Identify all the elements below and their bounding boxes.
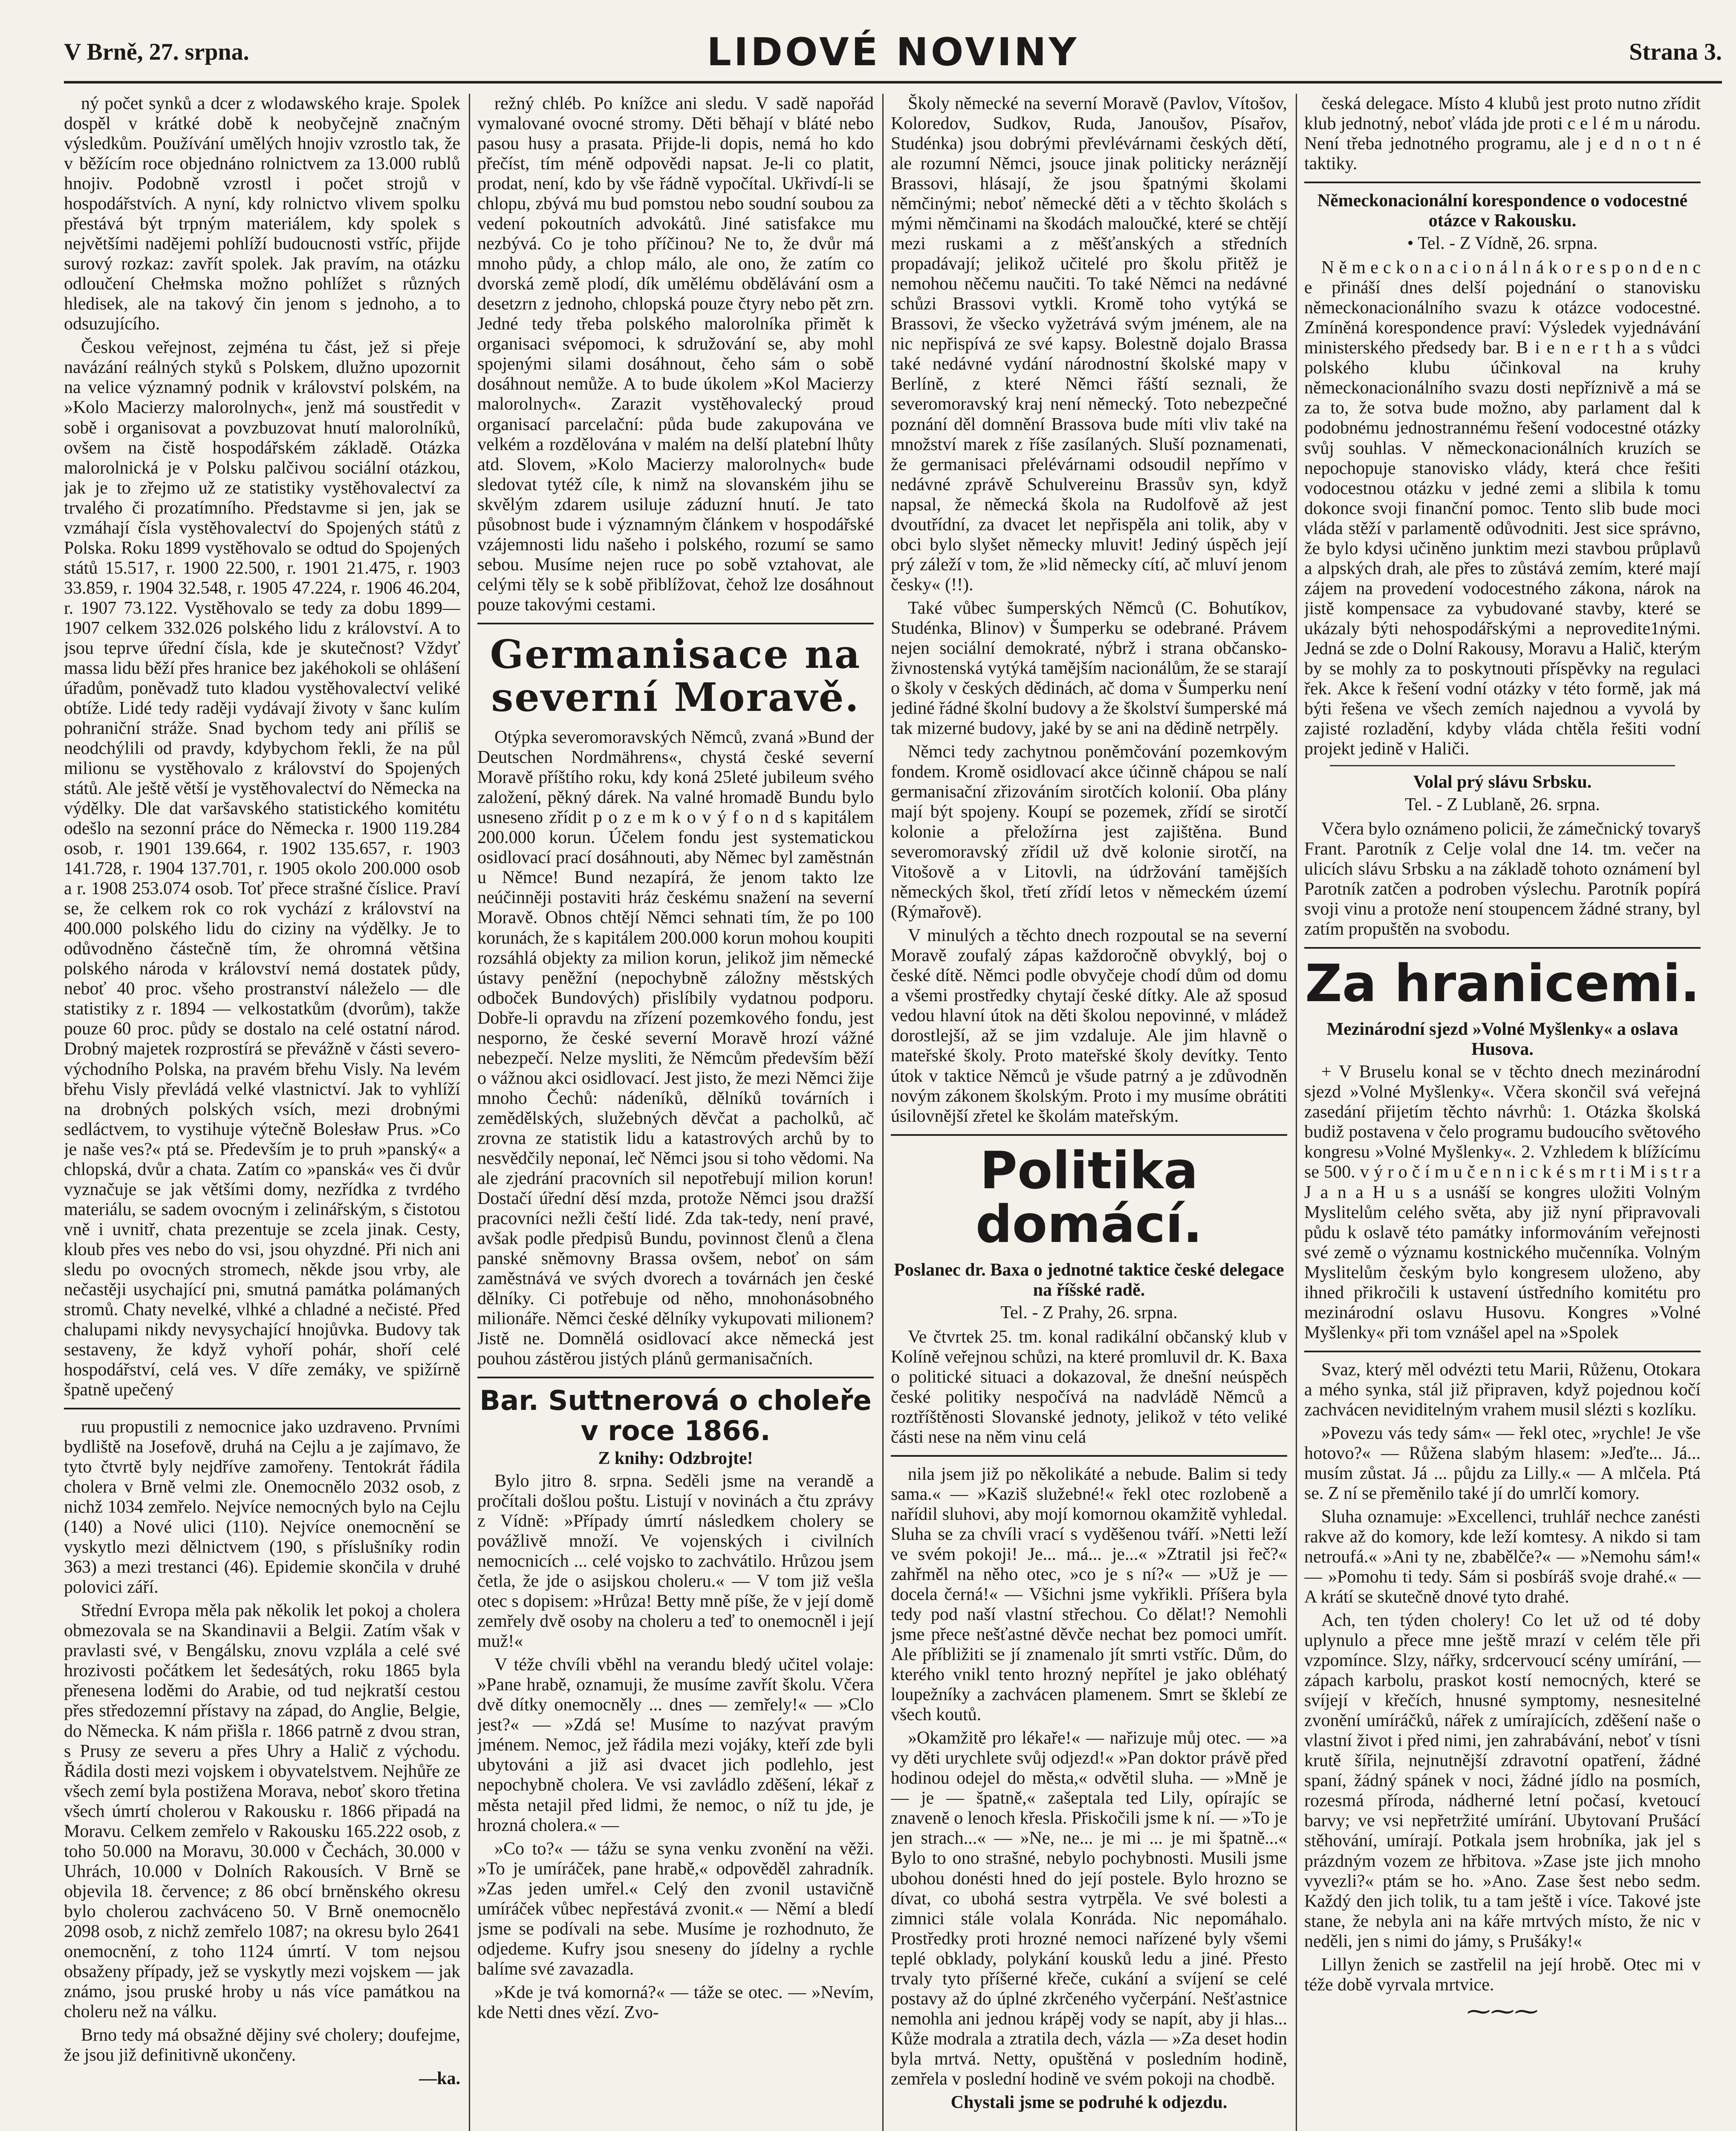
headline-germanisace: Germanisace na severní Moravě. <box>490 631 861 720</box>
end-ornament: ⁓⁓⁓ <box>1467 1998 1538 2025</box>
article-paragraph: Brno tedy má obsažné dějiny své cholery; doufejme, že jsou již definitivně ukončeny. <box>64 2025 460 2065</box>
article-paragraph: nila jsem již po několikáté a nebude. Balim si tedy sama.« — »Kaziš služebné!« řekl otec rozlobeně a nařídil sluhovi, aby mojí komornou okamžitě vyhledal. Sluha se za chvíli vrací s vyděšenou tváří. »Netti leží ve svém pokoji! Je... má... je...« »Ztratil jsi řeč?« zahřměl na něho otec, »co je s ní?« — »Už je — docela černá!« — Všichni jsme vykřikli. Příšera byla tedy pod naší vlastní střechou. Co dělat!? Nemohli jsme přece nešťastné děvče nechat bez pomoci umřít. Ale příbližiti se jí znamenalo jít smrti vstříc. Dům, do kterého vnikl tento hrozný nepřítel je jako obléhatý loupežníky a zachvácen plamenem. Smrt se šklebí ze všech koutů. <box>891 1464 1287 1725</box>
article-divider <box>891 1455 1287 1457</box>
article-paragraph: Bylo jitro 8. srpna. Seděli jsme na verandě a pročítali došlou poštu. Listují v novinách a čtu zprávy z Vídně: »Případy úmrtí následkem cholery se povážlivě množí. Ve vojenských i civilních nemocnicích ... celé vojsko to zachvátilo. Hrůzou jsem četla, že jde o asijskou choleru.« — V tom již vešla otec s dopisem: »Hrůza! Betty mně píše, že v její domě zemřely dvě osoby na choleru a teď to onemocněl i její muž!« <box>477 1471 874 1652</box>
telegram-dateline: Tel. - Z Lublaně, 26. srpna. <box>1405 795 1600 815</box>
subheadline: Poslanec dr. Baxa o jednotné taktice české delegace na říšské radě. <box>894 1260 1284 1300</box>
article-paragraph: Svaz, který měl odvézti tetu Marii, Růženu, Otokara a mého synka, stál již připraven, když pojednou kočí zachvácen neviditelným vrahem musil slézti s kozlíku. <box>1304 1360 1701 1420</box>
article-divider <box>1304 947 1701 949</box>
section-heading-politika: Politika domácí. <box>975 1141 1203 1254</box>
article-paragraph: ruu propustili z nemocnice jako uzdraveno. Prvními bydliště na Josefově, druhá na Cejlu a je zajímavo, že tyto čtvrtě byly nejdříve zamořeny. Tentokrát řádila cholera v Brně velmi zle. Onemocnělo 2032 osob, z nichž 1034 zemřelo. Nejvíce nemocných bylo na Cejlu (140) a Nové ulici (110). Nejvíce onemocnění se vyskytlo mezi dělnictvem (190, s příslušníky rodin 363) a mezi trestanci (46). Epidemie skončila v druhé polovici září. <box>64 1417 460 1597</box>
headline-srbsku: Volal prý slávu Srbsku. <box>1413 772 1592 792</box>
article-paragraph: »Povezu vás tedy sám« — řekl otec, »rychle! Je vše hotovo?« — Růžena slabým hlasem: »Jeďte... Já... musím zůstat. Já ... půjdu za Lilly.« — A mlčela. Ptá se. Z ní se přeměnilo také jí do umrlčí komory. <box>1304 1423 1701 1503</box>
headline-suttnerova: Bar. Suttnerová o choleře v roce 1866. <box>479 1385 872 1447</box>
telegram-dateline: Tel. - Z Prahy, 26. srpna. <box>1000 1302 1178 1322</box>
article-paragraph: V téže chvíli vběhl na verandu bledý učitel volaje: »Pane hrabě, oznamuji, že musíme zavřít školu. Včera dvě dítky onemocněly ... dnes — zemřely!« — »Clo jest?« — »Zdá se! Musíme to nazývat pravým jménem. Nemoc, jež řádila mezi vojáky, kteří zde byli ubytováni a již asi dvacet jich podlehlo, jest nepochybně cholera. Ve vsi zavládlo zděšení, lékař z města netajil před lidmi, že nemoc, o níž tu jde, je hrozná cholera.« — <box>477 1655 874 1835</box>
column-3 <box>891 94 1287 2131</box>
section-heading-za-hranicemi: Za hranicemi. <box>1305 954 1700 1014</box>
article-paragraph: N ě m e c k o n a c i o n á l n á k o r e s p o n d e n c e přináší dnes delší pojednání o stanovisku německonacionálního svazu k otázce vodocestné. Zmíněná korespondence praví: Výsledek vyjednávání ministerského předsedy bar. B i e n e r t h a s vůdci polského klubu účinkoval na kruhy německonacionálního svazu dosti nepříznivě a má se za to, že sotva bude možno, aby parlament dal k podobnému jednostrannému řešení vodocestné otázky svůj souhlas. V německonacionálních kruzích se nepochopuje stanovisko vlády, která chce řešiti vodocestnou otázku v jedné zemi a slibila k tomu dokonce svoji finanční pomoc. Tento slib bude moci vláda stěží v parlamentě odůvodniti. Jest sice správno, že bylo kdysi učiněno junktim mezi stavbou průplavů a alpských drah, ale přes to zůstává zemím, které mají zájem na provedení vodocestného zákona, nárok na jistě kompensace za vybudované stavby, které se ukázaly býti nehospodářskými a neprovedite1nými. Jedná se zde o Dolní Rakousy, Moravu a Halič, kterým by se mohly za to poskytnouti příspěvky na regulaci řek. Akce k řešení vodní otázky v této formě, jak má býti řešena ve všech zemích najednou a vyvolá by zajisté rozladění, kdyby vláda chtěla řešiti vodní projekt jedině v Haliči. <box>1304 258 1701 759</box>
article-paragraph: Němci tedy zachytnou poněmčování pozemkovým fondem. Kromě osidlovací akce účinně chápou se nalí germanisační zřizováním sirotčích kolonií. Oba plány mají být spojeny. Koupí se pozemek, zřídí se sirotčí kolonie a přeložírna jest zajištěna. Bund severomoravský zřídil už dvě kolonie sirotčí, na Vitošově a v Litovli, na údržování tamějších německých škol, třetí zřídí letos v německém území (Rýmařově). <box>891 742 1287 922</box>
article-paragraph: Školy německé na severní Moravě (Pavlov, Vítošov, Koloredov, Sudkov, Ruda, Janoušov, Písařov, Studénka) jsou dobrými převlévárnami českých dětí, ale rozumní Němci, jsouce jinak politicky neráznějí Brassovi, hlásají, že jsou špatnými školami němčinými; neboť německé děti a v těchto školách s mými němčinami na škodách maloučké, které se chtějí mezi ruskami a z měšťanských a středních propadávají; jelikož učitelé pro školu přitěž je nemohou něčemu naučiti. To také Němci na nedávné schůzi Brassovi vytkli. Kromě toho vytýká se Brassovi, že všecko vyžetrává svým jménem, ale na nic nepřispívá ze své kapsy. Bolestně dojalo Brassa také nedávné vydání národnostní školské mapy v Berlíně, z které Němci řáští seznali, že severomoravský kraj není německý. Toto nebezpečné poznání děl domnění Brassova bude míti vliv také na množství marek z říše zasílaných. Sluší poznamenati, že germanisaci přelévárnami odsoudil nepřímo v nedávné zprávě Schulvereinu Brassův syn, když napsal, že německá škola na Rudolfově až jest dvoutřídní, za dvacet let nepřispěla ani tolik, aby v obci bylo slyšet německy mluvit! Jediný úspěch její prý záleží v tom, že »lid německy cítí, ač mluví jenom česky« (!!). <box>891 94 1287 595</box>
column-1 <box>64 94 460 2131</box>
article-divider <box>1330 765 1675 766</box>
newspaper-title: LIDOVÉ NOVINY <box>707 30 1079 75</box>
article-paragraph: Ach, ten týden cholery! Co let už od té doby uplynulo a přece mne ještě mrazí v celém těle při vzpomínce. Slzy, nářky, srdcervoucí scény umírání, — zápach karbolu, praskot kostí nemocných, které se svíjejí v křečích, hnusné symptomy, nesnesitelné zvonění umíráčků, nářek z umírajících, zděšení naše o vlastní život i před nimi, jen zahrabávání, neboť v tísni krutě šířila, nejnutnější zdravotní opatření, žádné spaní, žádný spánek v noci, žádné jídlo na posmích, rozesmá příroda, nádherné letní počasí, kvetoucí barvy; ve vsi nepřetržité umírání. Ubytovaní Prušácí stěhování, umírají. Potkala jsem hrobníka, jak jel s prázdným vozem ze hřbitova. »Zase jste jich mnoho vyvezli?« ptám se ho. »Ano. Zase šest nebo sedm. Každý den jich tolik, tu a tam ještě i více. Takové jste stane, že nebyla ani na káře mrtvých místo, že nic v neděli, jen s nimi do jámy, s Prušáky!« <box>1304 1611 1701 1951</box>
subheadline: Mezinárodní sjezd »Volné Myšlenky« a oslava Husova. <box>1326 1019 1678 1060</box>
article-paragraph: »Co to?« — tážu se syna venku zvonění na věži. »To je umíráček, pane hrabě,« odpověděl zahradník. »Zas jeden umřel.« Celý den zvonil ustavičně umíráček vůbec nepřestává zvonit.« — Němí a bledí jsme se podívali na sebe. Musíme je rozhodnuto, že odjedeme. Kufry jsou sneseny do jídelny a rychle balíme své zavazadla. <box>477 1839 874 1979</box>
article-paragraph: Otýpka severomoravských Němců, zvaná »Bund der Deutschen Nordmährens«, chystá české severní Moravě příštího roku, kdy koná 25leté jubileum svého založení, pěkný dárek. Na valné hromadě Bundu bylo usneseno zřídit p o z e m k o v ý f o n d s kapitálem 200.000 korun. Účelem fondu jest systematickou osidlovací prací dosáhnouti, aby Němec byl zaměstnán u Němce! Bund nezapírá, že jenom takto lze neúčinněji postaviti hráz českému snažení na severní Moravě. Obnos chtějí Němci sehnati tím, že po 100 korunách, že s kapitálem 200.000 korun mohou koupiti rozsáhlá objekty za milion korun, jelikož jim německé ústavy peněžní (nepochybně záložny městských odboček Bundových) přislíbily vydatnou podporu. Dobře-li opravdu na zřízení pozemkového fondu, jest nesporno, že české severní Moravě hrozí vážné nebezpečí. Nelze mysliti, že Němcům především běží o vážnou akci osidlovací. Jest jisto, že mezi Němci žije mnoho Čechů: nádeníků, dělníků továrních i zemědělských, služebných děvčat a pacholků, ač zrovna ze statistik lidu a katastrových archů by to nesvědčily neponaí, leč Němci jsou si toho vědomi. Na ale zjedrání pracovních sil nepotřebují milion korun! Dostačí úřední děsí mzda, protože Němci jsou dražší pracovníci nežli čeští lidé. Zda tak-tedy, není pravé, avšak podle předpisů Bundu, povinnost členů a člena panské sněmovny Brassa ovšem, neboť on sám zaměstnává ve svých dvorech a továrnách jen české dělníky. Ci potřebuje od něho, mnohonásobného milionáře. Němci české dělníky vykupovati milionem? Jistě ne. Domnělá osidlovací akce německá jest pouhou zástěrou jistých plánů germanisačních. <box>477 728 874 1369</box>
article-paragraph: ný počet synků a dcer z wlodawského kraje. Spolek dospěl v krátké době k neobyčejně značným výsledkům. Používání umělých hnojiv vzrostlo tak, že v běžícím roce objednáno rolnictvem za 13.000 rublů hnojiv. Podobně vzrostl i počet strojů v hospodářstvích. A nyní, kdy rolnictvo vlivem spolku přestává být trpným materiálem, kdy spolek s největšími nadějemi pohlíží budoucnosti vstříc, přijde surový rozkaz: zavřít spolek. Jak pravím, na otázku odloučení Chełmska možno pohlížet s různých hledisek, ale na takový čin jenom s jednoho, a to odsuzujícího. <box>64 94 460 334</box>
article-divider <box>1304 182 1701 183</box>
article-paragraph: Sluha oznamuje: »Excellenci, truhlář nechce zanésti rakve až do komory, kde leží komtesy. A nikdo si tam netroufá.« »Ani ty ne, zbabělče?« — »Nemohu sám!« — »Pomohu ti tedy. Sám si posbíráš svoje drahé.« — A krátí se skutečně dnové tyto drahé. <box>1304 1507 1701 1607</box>
column-rule <box>1296 94 1297 2131</box>
article-paragraph: + V Bruselu konal se v těchto dnech mezinárodní sjezd »Volné Myšlenky«. Včera skončil svá veřejná zasedání přijetím těchto návrhů: 1. Otázka školská budiž postavena v čelo programu budoucího světového kongresu »Volné Myšlenky«. 2. Vzhledem k blížícímu se 500. v ý r o č í m u č e n n i c k é s m r t i M i s t r a J a n a H u s a usnáší se kongres uložiti Volným Myslitelům celého světa, aby již nyní připravovali půdu k oslavě této památky informováním veřejnosti své země o významu kostnického mučenníka. Volným Myslitelům českým bylo kongresem uloženo, aby ihned přikročili k ustavení ústředního komitétu pro mezinárodní oslavu Husovu. Kongres »Volné Myšlenky« při tom vznášel apel na »Spolek <box>1304 1062 1701 1343</box>
article-paragraph: Českou veřejnost, zejména tu část, jež si přeje navázání reálných styků s Polskem, dlužno upozornit na velice významný podnik v království polském, na »Kolo Macierzy malorolnych«, jenž má soustředit v sobě i organisovat a povzbuzovat hnutí malorolníků, ovšem na čistě hospodářském základě. Otázka malorolnická je v Polsku palčivou sociální otázkou, jak je to zřejmo už ze statistiky vystěhovalectví za trvalého či prozatímního. Představme si jen, jak se vzmáhají čísla vystěhovalectví do Spojených států z Polska. Roku 1899 vystěhovalo se odtud do Spojených států 15.517, r. 1900 22.500, r. 1901 21.475, r. 1903 33.859, r. 1904 32.548, r. 1905 47.224, r. 1906 46.204, r. 1907 73.122. Vystěhovalo se tedy za dobu 1899—1907 celkem 332.026 polského lidu z království. A to jsou teprve úřední čísla, kde je skutečnost? Vždyť massa lidu běží přes hranice bez jakéhokoli se ohlášení úřadům, poněvadž tuto kladou vystěhovalectví veliké obtíže. Lidé tedy raději vydávají životy v šanc kulím pohraniční stráže. Snad bychom tedy ani příliš se neodchýlili od pravdy, kdybychom řekli, že na půl milionu se vystěhovalo z království do Spojených států. Ale ještě větší je vystěhovalectví do Německa na výdělky. Dle dat varšavského statistického komitétu odešlo na sezonní práce do Německa r. 1900 119.284 osob, r. 1901 139.664, r. 1902 135.657, r. 1903 141.728, r. 1904 137.701, r. 1905 okolo 200.000 osob a r. 1908 253.074 osob. Toť přece strašné číslice. Praví se, že celkem rok co rok vychází z království na 400.000 polského lidu do ciziny na výdělky. Je to odůvodněno částečně tím, že ohromná většina polského národa v království nemá dostatek půdy, neboť 40 proc. všeho prostranství náleželo — dle statistiky z r. 1894 — velkostatkům (dvorům), takže pouze 60 proc. půdy se dostalo na celé ostatní národ. Drobný majetek rozprostírá se převážně v části severo-východního Polska, na pravém břehu Visly. Na levém břehu Visly převládá velké vlastnictví. Jak to vyhlíží na drobných polských vsích, mezi drobnými sedláctvem, to vystihuje výtečně Bolesław Prus. »Co je naše ves?« ptá se. Především je to pruh »panský« a chlopská, dvůr a chata. Zatím co »panská« ves či dvůr vyznačuje se jak většími domy, nezřídka z tvrdého materiálu, se sadem ovocným i zelinářským, s čistotou vně i uvnitř, chata prezentuje se zcela jinak. Cesty, kloub přes ves nebo do vsi, jsou ohyzdné. Při nich ani sledu po ovocných stromech, někde jsou vrby, ale nečastěji usychající pni, smutná památka polámaných stromů. Chaty nevelké, vlhké a chladné a nečisté. Před chalupami nikdy nevysychající hnojůvka. Budovy tak sestaveny, že když vyhoří pohár, shoří celé hospodářství, celá ves. V díře zemáky, ve spižírně špatně upečený <box>64 338 460 1400</box>
column-rule <box>882 94 884 2131</box>
article-divider <box>477 1377 874 1378</box>
article-paragraph: Ve čtvrtek 25. tm. konal radikální občanský klub v Kolíně veřejnou schůzi, na které promluvil dr. K. Baxa o politické situaci a dokazoval, že dnešní neúspěch české politiky nespočívá na nadvládě Němců a roztříštěnosti Slovanské jednoty, jelikož v této veliké části nese na něm vinu celá <box>891 1327 1287 1447</box>
article-paragraph: česká delegace. Místo 4 klubů jest proto nutno zřídit klub jednotný, neboť vláda jde proti c e l é m u národu. Není třeba jednotného programu, ale j e d n o t n é taktiky. <box>1304 94 1701 174</box>
article-divider <box>477 623 874 624</box>
page-number: Strana 3. <box>1629 39 1722 65</box>
article-paragraph: Střední Evropa měla pak několik let pokoj a cholera obmezovala se na Skandinavii a Belgii. Zatím však v pravlasti své, v Bengálsku, znovu vzplála a celé své hrozivosti počátkem let šedesátých, roku 1865 byla přenesena loděmi do Arabie, od tud nejkratší cestou přes středozemní přístavy na západ, do Anglie, Belgie, do Německa. K nám přišla r. 1866 patrně z dvou stran, s Prusy ze severu a přes Uhry a Halič z východu. Řádila dosti mezi vojskem i obyvatelstvem. Nejhůře ze všech zemí byla postižena Morava, neboť skoro třetina všech úmrtí cholerou v Rakousku r. 1866 připadá na Moravu. Celkem zemřelo v Rakousku 165.222 osob, z toho 50.000 na Moravu, 30.000 v Čechách, 30.000 v Uhrách, 10.000 v Dolních Rakousích. V Brně se objevila 18. července; z 86 obcí brněnského okresu bylo cholerou zachváceno 50. V Brně onemocnělo 2098 osob, z nichž zemřelo 1087; na okresu bylo 2641 onemocnění, z toho 1124 úmrtí. V tom nejsou obsaženy případy, jež se vyskytly mezi vojskem — jak známo, jsou pruské hroby u nás více památkou na choleru než na válku. <box>64 1601 460 2021</box>
article-paragraph: Také vůbec šumperských Němců (C. Bohutíkov, Studénka, Blinov) v Šumperku se odebrané. Právem nejen sociální demokraté, nýbrž i strana občansko-živnostenská vytýká tamějším nacionálům, že se starají o školy v českých dědinách, ač doma v Šumperku není jediné řádné školní budovy a že školství šumperské má tak mizerné budovy, jaké by se ani na dědině netrpěly. <box>891 598 1287 738</box>
column-4 <box>1304 94 1701 2131</box>
article-paragraph: režný chléb. Po knížce ani sledu. V sadě napořád vymalované ovocné stromy. Děti běhají v bláté nebo pasou husy a prasata. Přijde-li dopis, nemá ho kdo přečíst, tím méně odpovědi napsat. Je-li co platit, prodat, není, kdo by vše řádně vypočítal. Ukřivdí-li se chlopu, zbývá mu bud pomstou nebo soudní soubou za vedení pokoutních advokátů. Jiné satisfakce mu nezbývá. Co je toho příčinou? Ne to, že dvůr má mnoho půdy, a chlop málo, ale ono, že zatím co dvorská země plodí, dík umělému obdělávání osm a desetzrn z jednoho, chlopská pouze čtyry nebo pět zrn. Jedné tedy třeba polského malorolníka přimět k organisaci svépomoci, k sdružování se, aby mohl spojenými silami dosáhnout, čeho sám o sobě dosáhnout nemůže. A to bude úkolem »Kol Macierzy malorolnych«. Zarazit vystěhovalecký proud organisací parcelační: půda bude zakupována ve velkém a rozdělována v malém na delší platební lhůty atd. Slovem, »Kolo Macierzy malorolnych« bude sledovat tytéž cíle, k nimž na slovanském jihu se skvělým zdarem usiluje záduzní hnutí. Je tato působnost bude i významným článkem v hospodářské vzájemnosti lidu našeho i polského, rozumí se samo sebou. Musíme nejen ruce po sobě vztahovat, ale celými těly se k sobě přiblížovat, čehož lze dosáhnout pouze takovými cestami. <box>477 94 874 615</box>
subheadline: Z knihy: Odzbrojte! <box>598 1448 753 1468</box>
article-divider <box>1304 1351 1701 1352</box>
article-paragraph: »Kde je tvá komorná?« — táže se otec. — »Nevím, kde Netti dnes vězí. Zvo- <box>477 1982 874 2022</box>
article-signature: —ka. <box>419 2069 460 2089</box>
masthead <box>64 17 1722 84</box>
article-closing: Chystali jsme se podruhé k odjezdu. <box>950 2092 1228 2112</box>
article-divider <box>891 1134 1287 1136</box>
dateline-left: V Brně, 27. srpna. <box>64 39 249 65</box>
article-paragraph: V minulých a těchto dnech rozpoutal se na severní Moravě zoufalý zápas každoročně obvyklý, boj o české dítě. Němci podle obvyčeje chodí dům od domu a všemi prostředky chytají české dítky. Ale až sposud vedou hlavní útok na děti školou nepovinné, v mládež dorostlejší, až se jim vzdaluje. Ale jim hlavně o mateřské školy. Proto mateřské školy devítky. Tento útok v taktice Němců je všude patrný a je zdůvodněn novým zákonem školským. Proto i my musíme obrátiti úsilovnější zřetel ke školám mateřským. <box>891 926 1287 1126</box>
column-2 <box>477 94 874 2131</box>
column-rule <box>469 94 470 2131</box>
newspaper-page <box>64 17 1722 2131</box>
article-divider <box>64 1408 460 1409</box>
telegram-dateline: • Tel. - Z Vídně, 26. srpna. <box>1407 234 1598 254</box>
article-paragraph: Lillyn ženich se zastřelil na její hrobě. Otec mi v téže době vyrvala mrtvice. <box>1304 1955 1701 1995</box>
article-paragraph: »Okamžitě pro lékaře!« — nařizuje můj otec. — »a vy děti urychlete svůj odjezd!« »Pan doktor právě před hodinou odejel do města,« odvětil sluha. — »Mně je — je — špatně,« zašeptala ted Lily, opírajíc se znaveně o lenoch křesla. Přiskočili jsme k ní. — »To je jen strach...« — »Ne, ne... je mi ... je mi špatně...« Bylo to ono strašné, nebylo pochybnosti. Musili jsme ubohou donésti hned do její postele. Bylo hrozno se dívat, co ubohá sestra vytrpěla. Ve své bolesti a zimnici stále volala Konráda. Nic nepomáhalo. Prostředky proti hrozné nemoci nařízené byly všemi teplé obklady, polykání kousků ledu a jiné. Přesto trvaly tyto příšerné křeče, cukání a svíjení se celé postavy až do úplné zkrčeného vyčerpání. Nešťastnice nemohla ani jednou krápěj vody se napít, aby ji hlas... Kůže modrala a ztratila dech, vázla — »Za deset hodin byla mrtvá. Netty, opuštěná v posledním hodině, zemřela v poslední hodině ve svém pokoji na chodbě. <box>891 1728 1287 2089</box>
article-paragraph: Včera bylo oznámeno policii, že zámečnický tovaryš Frant. Parotník z Celje volal dne 14. tm. večer na ulicích slávu Srbsku a na základě tohoto oznámení byl Parotník zatčen a podroben výslechu. Parotník popírá svoji vinu a protože není stoupencem žádné strany, byl zatím propuštěn na svobodu. <box>1304 819 1701 939</box>
headline-vodocestna: Německonacionální korespondence o vodocestné otázce v Rakousku. <box>1317 191 1688 231</box>
